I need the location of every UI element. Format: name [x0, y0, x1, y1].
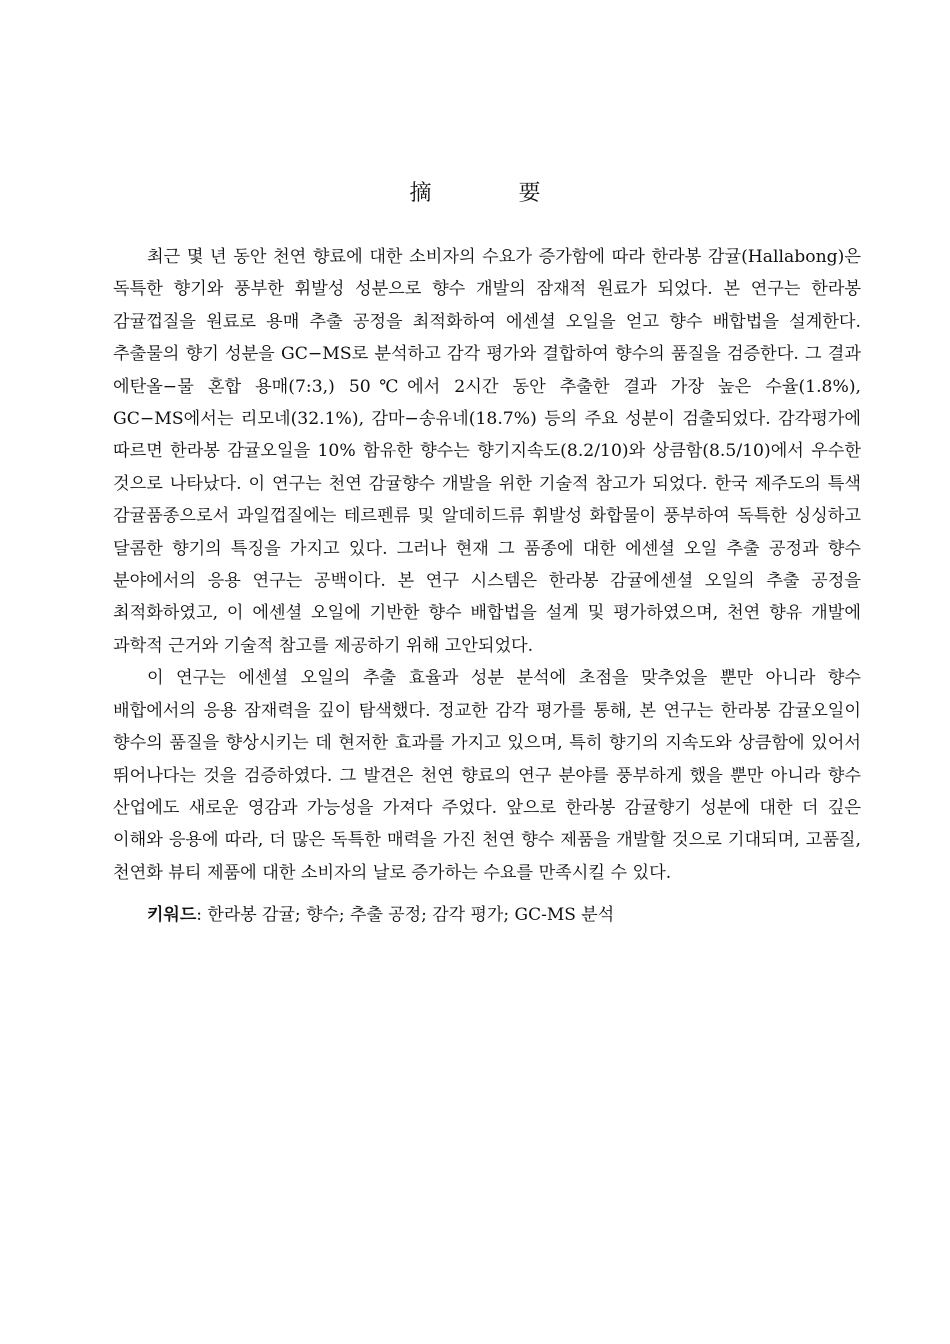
- keywords-separator: :: [196, 905, 208, 926]
- abstract-title: 摘 要: [409, 181, 581, 206]
- abstract-paragraph-2: 이 연구는 에센셜 오일의 추출 효율과 성분 분석에 초점을 맞추었을 뿐만 아니라 향수 배합에서의 응용 잠재력을 깊이 탐색했다. 정교한 감각 평가를 통해, 본 연구는 한라봉 감귤오일이 향수의 품질을 향상시키는 데 현저한 효과를 가지고 있으며, 특히 향기의 지속도와 상큼함에 있어서 뛰어나다는 것을 검증하였다. 그 발견은 천연 향료의 연구 분야를 풍부하게 했을 뿐만 아니라 향수 산업에도 새로운 영감과 가능성을 가져다 주었다. 앞으로 한라봉 감귤향기 성분에 대한 더 깊은 이해와 응용에 따라, 더 많은 독특한 매력을 가진 천연 향수 제품을 개발할 것으로 기대되며, 고품질, 천연화 뷰티 제품에 대한 소비자의 날로 증가하는 수요를 만족시킬 수 있다.: [113, 668, 861, 883]
- abstract-paragraph-1: 최근 몇 년 동안 천연 향료에 대한 소비자의 수요가 증가함에 따라 한라봉 감귤(Hallabong)은 독특한 향기와 풍부한 휘발성 성분으로 향수 개발의 잠재적 원료가 되었다. 본 연구는 한라봉 감귤껍질을 원료로 용매 추출 공정을 최적화하여 에센셜 오일을 얻고 향수 배합법을 설계한다. 추출물의 향기 성분을 GC−MS로 분석하고 감각 평가와 결합하여 향수의 품질을 검증한다. 그 결과 에탄올−물 혼합 용매(7:3,) 50℃에서 2시간 동안 추출한 결과 가장 높은 수율(1.8%), GC−MS에서는 리모네(32.1%), 감마−송유네(18.7%) 등의 주요 성분이 검출되었다. 감각평가에 따르면 한라봉 감귤오일을 10% 함유한 향수는 향기지속도(8.2/10)와 상큼함(8.5/10)에서 우수한 것으로 나타났다. 이 연구는 천연 감귤향수 개발을 위한 기술적 참고가 되었다. 한국 제주도의 특색 감귤품종으로서 과일껍질에는 테르펜류 및 알데히드류 휘발성 화합물이 풍부하여 독특한 싱싱하고 달콤한 향기의 특징을 가지고 있다. 그러나 현재 그 품종에 대한 에센셜 오일 추출 공정과 향수 분야에서의 응용 연구는 공백이다. 본 연구 시스템은 한라봉 감귤에센셜 오일의 추출 공정을 최적화하였고, 이 에센셜 오일에 기반한 향수 배합법을 설계 및 평가하였으며, 천연 향유 개발에 과학적 근거와 기술적 참고를 제공하기 위해 고안되었다.: [113, 247, 861, 656]
- keywords-line: [113, 899, 861, 931]
- keywords-text: 한라봉 감귤; 향수; 추출 공정; 감각 평가; GC-MS 분석: [207, 905, 615, 926]
- abstract-body: [113, 241, 861, 931]
- keywords-label: 키워드: [147, 905, 197, 926]
